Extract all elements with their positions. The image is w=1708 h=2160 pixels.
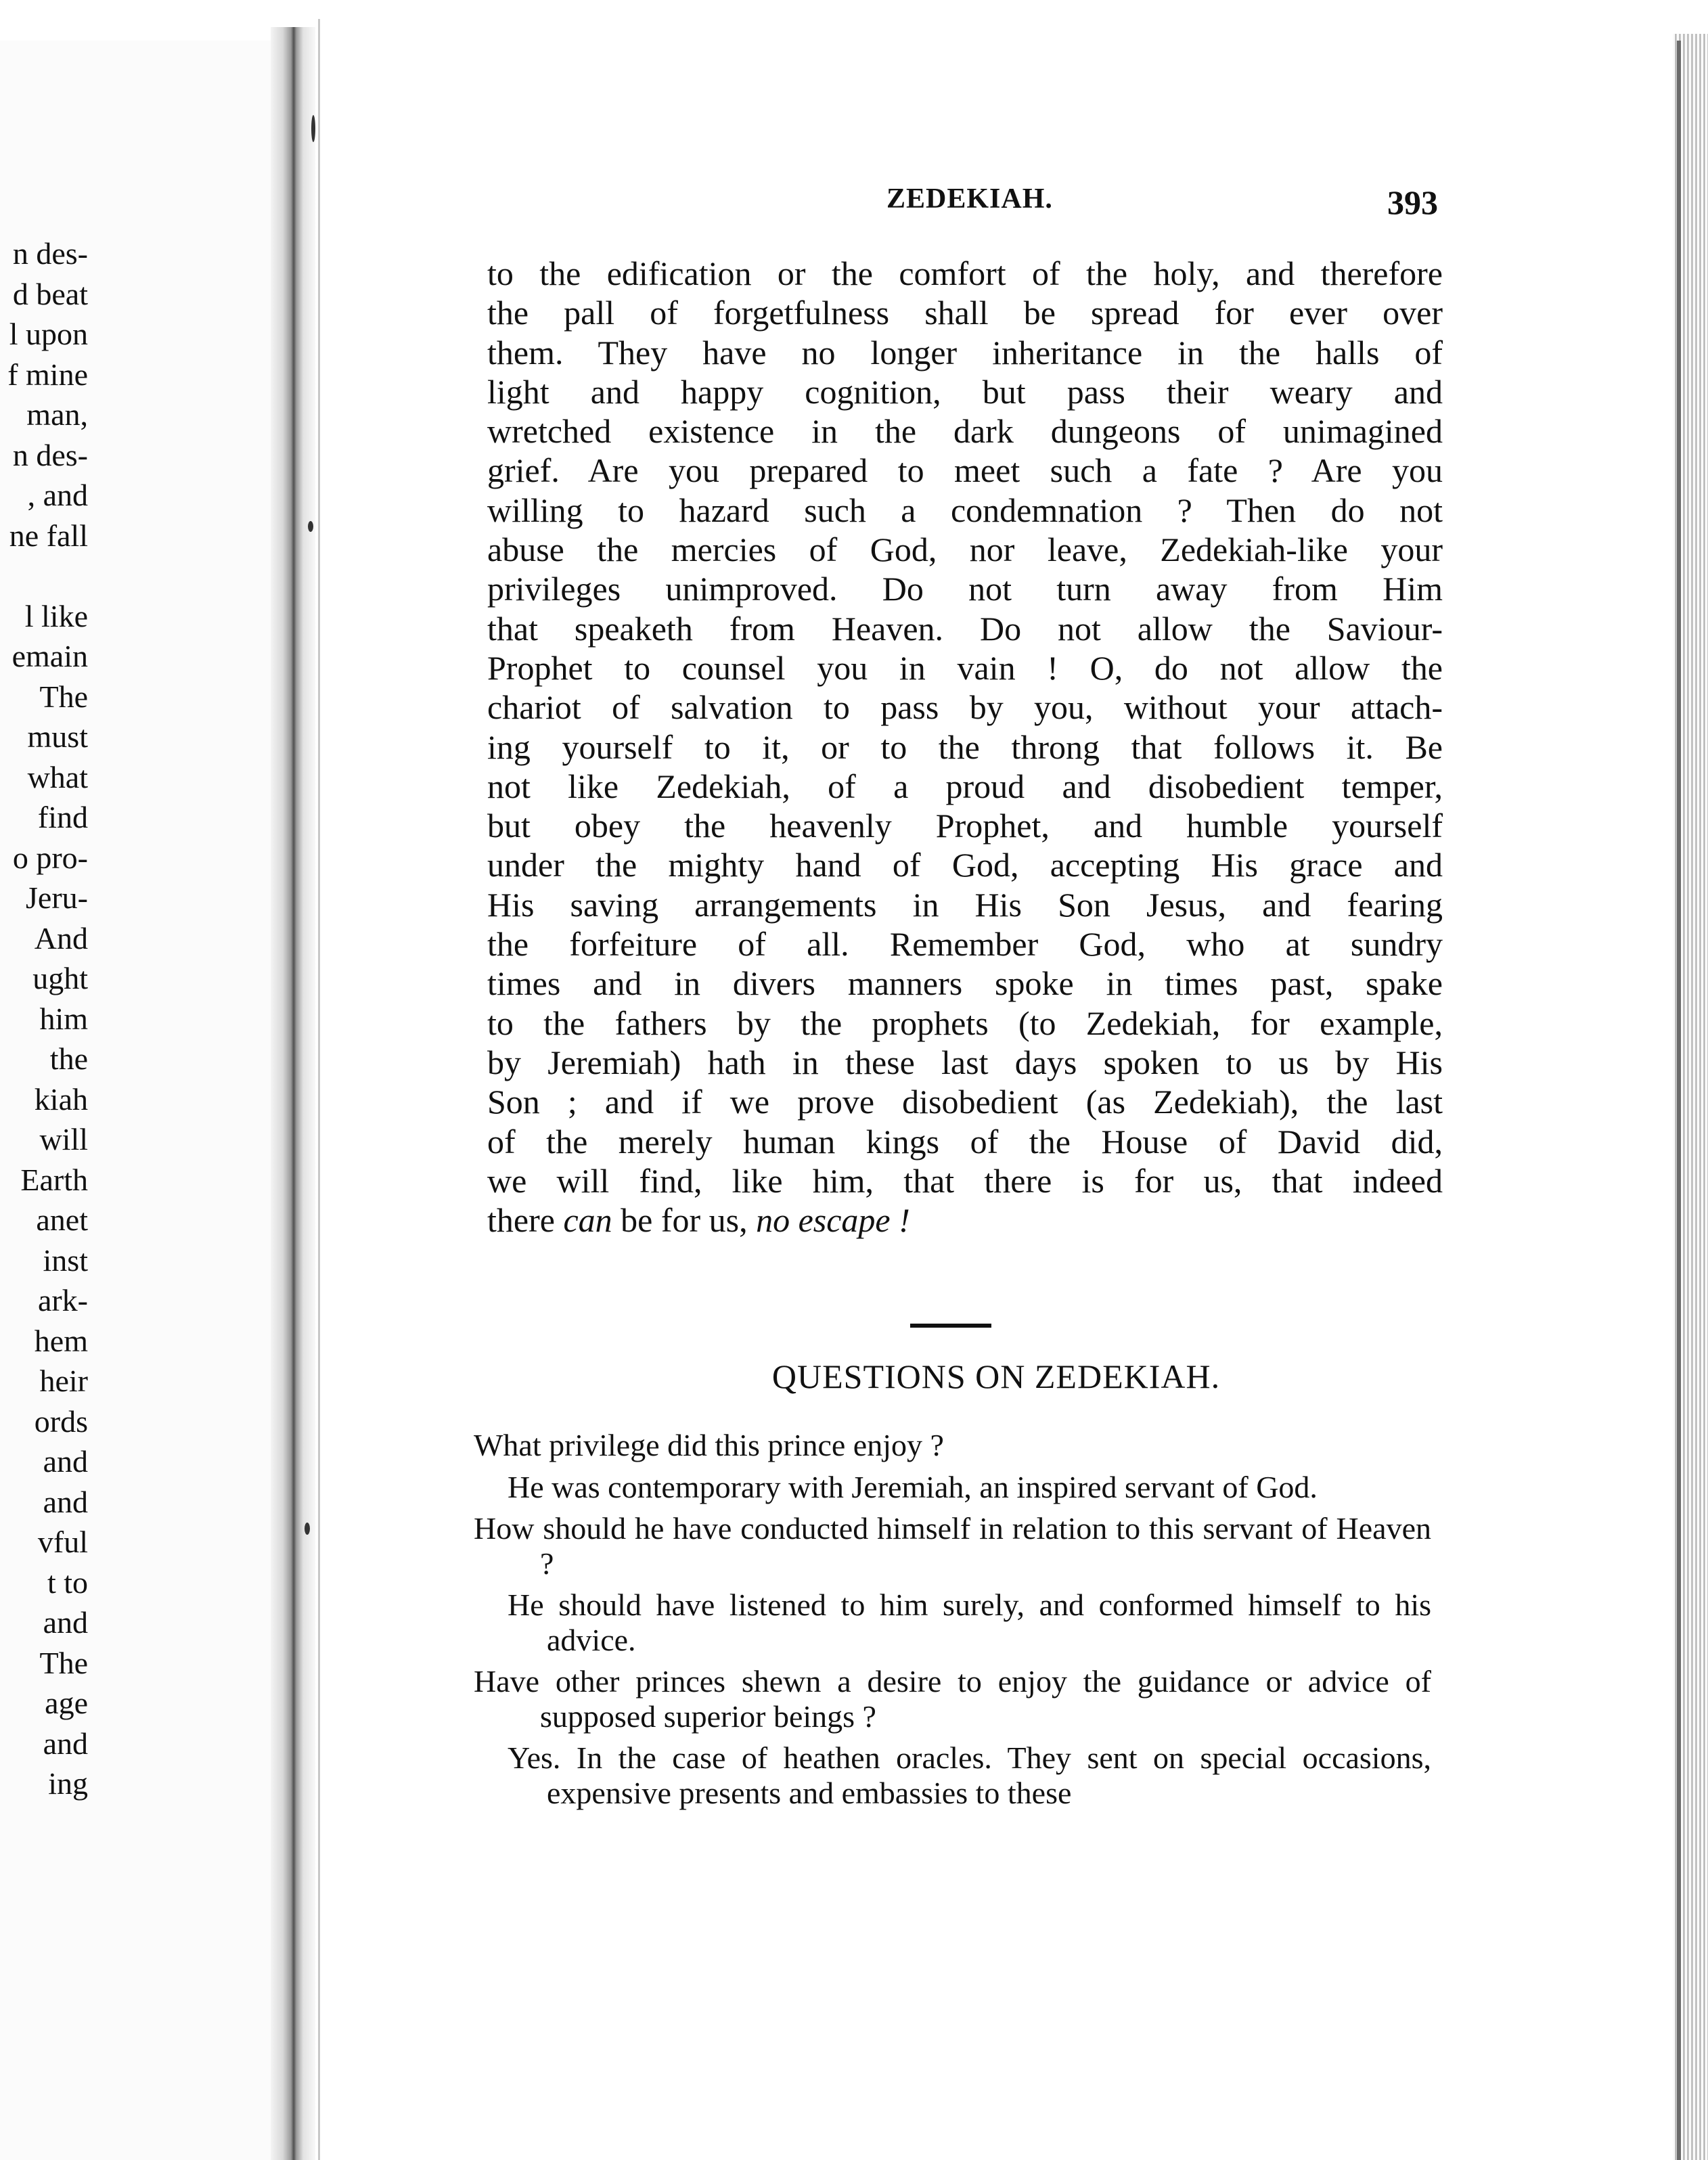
left-page-line: anet [36,1202,88,1237]
body-line: willing to hazard such a condemnation ? Then do not [487,491,1443,529]
left-page-line: and [43,1484,88,1519]
page-number: 393 [1387,183,1438,221]
body-line: grief. Are you prepared to meet such a fate ? Are you [487,451,1443,490]
left-page-line: The [39,1645,88,1680]
left-page-line: ords [34,1403,88,1439]
body-line: the pall of forgetfulness shall be spread for ever over [487,294,1443,332]
body-line: that speaketh from Heaven. Do not allow the Saviour- [487,609,1443,648]
questions-list [474,1428,1431,1817]
body-line: to the edification or the comfort of the holy, and therefore [487,254,1443,292]
body-line: them. They have no longer inheritance in the halls of [487,333,1443,372]
last-line-text: be for us, [612,1201,757,1240]
scan-speck [311,115,315,142]
left-page-line: kiah [34,1081,88,1117]
left-page-line: ne fall [9,518,88,553]
body-line: we will find, like him, that there is for us, that indeed [487,1161,1443,1200]
left-page-line: d beat [12,276,88,311]
left-page-line: t to [47,1565,88,1600]
body-line: not like Zedekiah, of a proud and disobedient temper, [487,767,1443,805]
left-page-line: And [34,920,88,955]
left-page-line: inst [43,1242,88,1278]
left-page-line: l upon [9,317,88,351]
left-page-line: ing [48,1766,88,1801]
body-line: chariot of salvation to pass by you, without your attach- [487,688,1443,727]
body-line: under the mighty hand of God, accepting His grace and [487,846,1443,884]
left-page-line: ught [32,961,88,995]
emphasis-can: can [563,1201,612,1240]
left-page-line: age [45,1686,88,1720]
left-page-line: and [43,1605,88,1640]
left-page-line: and [43,1726,88,1761]
scan-speck [308,521,313,532]
section-title: QUESTIONS ON ZEDEKIAH. [771,1357,1221,1395]
page-edge-shadow [1677,41,1681,2160]
body-line: His saving arrangements in His Son Jesus, and fearing [487,885,1443,924]
answer: He should have listened to him surely, and conformed himself to his advice. [508,1588,1431,1657]
left-page-line: emain [12,639,88,673]
running-head: ZEDEKIAH. [886,183,1053,215]
left-page-line: man, [26,397,88,432]
left-page-line: o pro- [12,840,88,875]
left-page-line: Jeru- [26,880,88,915]
left-page-line: must [27,719,88,754]
answer: He was contemporary with Jeremiah, an inspired servant of God. [508,1469,1318,1504]
left-page-line: f mine [7,357,88,392]
body-line: privileges unimproved. Do not turn away from Him [487,570,1443,608]
left-page-line: and [43,1444,88,1479]
body-line: Prophet to counsel you in vain ! O, do not allow the [487,648,1443,687]
left-page-line: , and [27,478,88,512]
body-line: Son ; and if we prove disobedient (as Zedekiah), the last [487,1083,1443,1121]
body-line: to the fathers by the prophets (to Zedekiah, for example, [487,1004,1443,1042]
left-page-line: him [39,1001,88,1036]
body-line: wretched existence in the dark dungeons of unimagined [487,412,1443,451]
left-page-text-fragments [0,233,88,1804]
left-page-line: The [39,679,88,714]
body-line: of the merely human kings of the House of David did, [487,1122,1443,1161]
body-line: ing yourself to it, or to the throng that follows it. Be [487,727,1443,766]
section-rule [910,1324,991,1328]
left-page-line: the [49,1041,88,1076]
body-line: abuse the mercies of God, nor leave, Zedekiah-like your [487,531,1443,569]
book-gutter [271,27,315,2160]
left-page-line: n des- [12,236,88,271]
left-page-line: hem [34,1323,88,1358]
body-line: but obey the heavenly Prophet, and humble yourself [487,807,1443,845]
body-line: times and in divers manners spoke in times past, spake [487,964,1443,1003]
left-page-line: vful [37,1525,88,1559]
scan-speck [305,1523,310,1535]
left-page-line [0,556,88,596]
body-line: the forfeiture of all. Remember God, who at sundry [487,925,1443,964]
emphasis-no-escape: no escape ! [756,1201,910,1240]
left-page-line: n des- [12,437,88,472]
body-line-last [487,1200,1443,1240]
body-line: light and happy cognition, but pass their weary and [487,372,1443,411]
left-page-line: heir [39,1364,88,1398]
body-line: by Jeremiah) hath in these last days spoken to us by His [487,1043,1443,1081]
answer: Yes. In the case of heathen oracles. They sent on special occasions, expensive presents and embassies to these [508,1740,1431,1810]
left-page-line: what [27,759,88,794]
left-page-line: Earth [20,1162,88,1197]
question: How should he have conducted himself in relation to this servant of Heaven ? [474,1511,1431,1581]
left-page-line: find [37,800,88,834]
question: What privilege did this prince enjoy ? [474,1428,944,1462]
last-line-text: there [487,1201,564,1240]
question: Have other princes shewn a desire to enjoy the guidance or advice of supposed superior beings ? [474,1664,1431,1734]
body-text [487,254,1443,1240]
left-page-line: l like [24,598,88,633]
left-page-line: will [39,1122,88,1156]
left-page-line: ark- [37,1283,88,1318]
